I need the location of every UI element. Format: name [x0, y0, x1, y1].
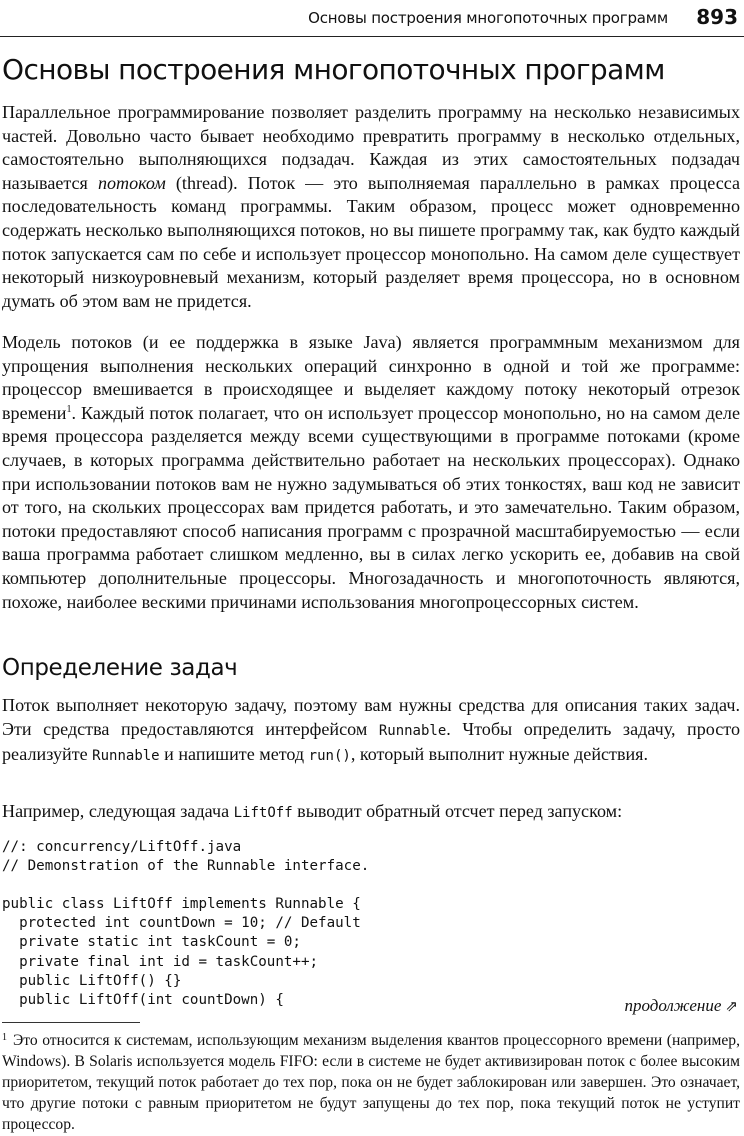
continued-label: продолжение: [624, 996, 722, 1015]
text-run: (thread). Поток — это выполняемая параллельно в рамках процесса последовательность команд программы. Таким образом, процесс может одновременно содержать несколько выполняющихся потоков, но вы пишете программу так, как будто каждый поток запускается сам по себе и использует процессор монопольно. На самом деле существует некоторый низкоуровневый механизм, который разделяет время процессора, но в основном думать об этом вам не придется.: [2, 172, 741, 311]
text-run: . Каждый поток полагает, что он использует процессор монопольно, но на самом деле время процессора разделяется между всеми существующими в программе потоками (кроме случаев, в которых программа действительно работает на нескольких процессорах). Однако при использовании потоков вам не нужно задумываться об этих тонкостях, ваш код не зависит от того, на скольких процессорах вам придется работать, и это замечательно. Таким образом, потоки предоставляют способ написания программ с прозрачной масштабируемостью — если ваша программа работает слишком медленно, вы в силах легко ускорить ее, добавив на свой компьютер дополнительные процессоры. Многозадачность и многопоточность являются, похоже, наиболее вескими причинами использования многопроцессорных систем.: [2, 402, 740, 612]
term-thread: потоком: [97, 172, 166, 193]
footnote-text: Это относится к системам, использующим механизм выделения квантов процессорного времени (например, Windows). В Solaris используется модель FIFO: если в системе не будет активизирован поток с более высоким приоритетом, текущий поток работает до тех пор, пока он не будет заблокирован или завершен. Это означает, что другие потоки с равным приоритетом не будут запущены до тех пор, пока текущий поток не уступит процессор.: [2, 1032, 740, 1133]
intro-paragraph-1: [2, 101, 740, 313]
section-paragraph-1: [2, 694, 740, 769]
continue-arrow-icon: ⇗: [725, 997, 738, 1015]
text-run: Например, следующая задача: [2, 801, 234, 821]
inline-code-runnable: Runnable: [92, 748, 160, 765]
inline-code-runnable: Runnable: [378, 722, 447, 739]
text-run: , который выполнит нужные действия.: [350, 744, 649, 765]
chapter-title: Основы построения многопоточных программ: [2, 53, 665, 86]
continued-marker: [624, 996, 738, 1016]
text-run: Поток выполняет некоторую задачу, поэтому вам нужны средства для описания таких задач. Эти средства предоставляются интерфейсом: [2, 695, 740, 739]
text-run: выводит обратный отсчет перед запуском:: [292, 801, 623, 821]
section-paragraph-2: [2, 800, 740, 826]
section-title: Определение задач: [2, 655, 238, 681]
text-run: Модель потоков (и ее поддержка в языке Java) является программным механизмом для упрощения выполнения нескольких операций синхронно в одной и той же программе: процессор вмешивается в происходящее и выделяет каждому потоку некоторый отрезок времени: [2, 332, 740, 423]
code-listing: //: concurrency/LiftOff.java // Demonstration of the Runnable interface. public class LiftOff implements Runnable { protected int countDown = 10; // Default private static int taskCount = 0; private final int id = taskCount++; public LiftOff() {} public LiftOff(int countDown) {: [2, 839, 370, 1008]
footnote: [2, 1027, 740, 1135]
text-run: Параллельное программирование позволяет разделить программу на несколько независимых частей. Довольно часто бывает необходимо превратить программу в несколько отдельных, самостоятельно выполняющихся подзадач. Каждая из этих самостоятельных подзадач называется: [2, 102, 740, 193]
running-header: [0, 0, 744, 37]
footnote-reference: 1: [66, 403, 72, 415]
inline-code-liftoff: LiftOff: [233, 805, 293, 821]
inline-code-run: run(): [308, 748, 351, 765]
page-number: 893: [696, 5, 738, 29]
text-run: и напишите метод: [159, 744, 309, 765]
text-run: . Чтобы определить задачу, просто реализуйте: [2, 718, 740, 765]
running-header-title: Основы построения многопоточных программ: [308, 9, 668, 27]
footnote-mark: 1: [2, 1032, 7, 1043]
intro-paragraph-2: [2, 331, 740, 614]
footnote-divider: [2, 1022, 140, 1023]
